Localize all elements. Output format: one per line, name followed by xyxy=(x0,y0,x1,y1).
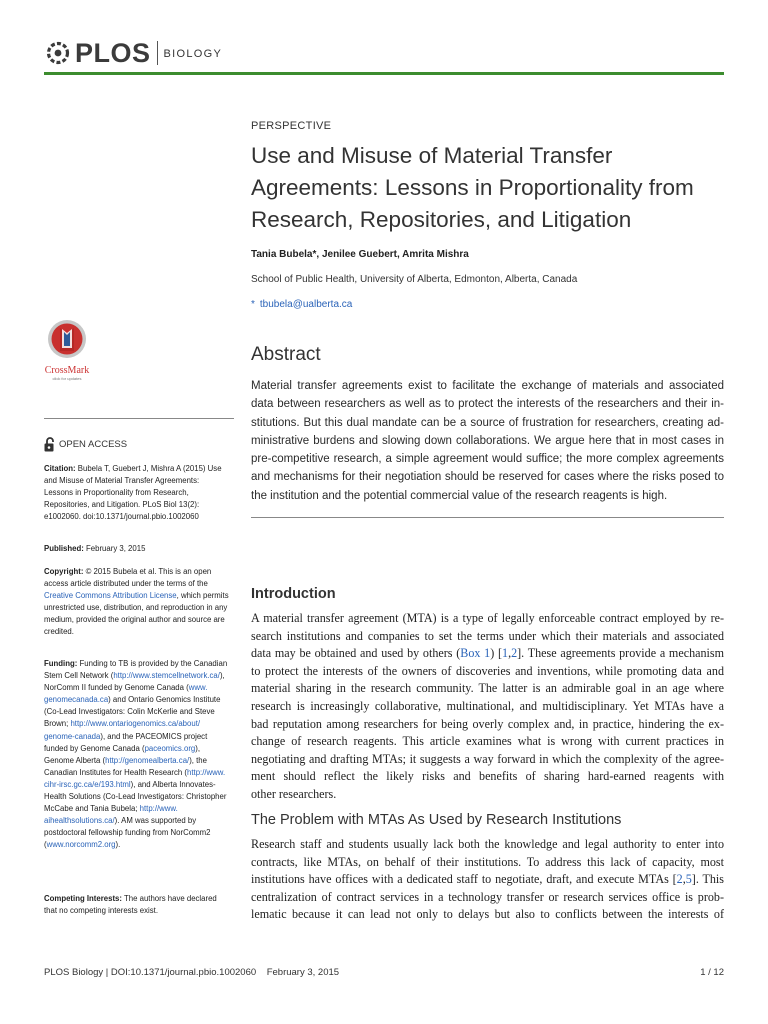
copyright-text: access article distributed under the terms of the xyxy=(44,579,208,589)
open-access-badge xyxy=(44,437,127,452)
citation-block xyxy=(44,463,236,523)
intro-text: , xyxy=(508,646,512,661)
crossmark-sublabel: click for updates xyxy=(52,376,82,381)
funding-text: Stem Cell Network ( xyxy=(44,671,114,681)
abstract-line: ministrative burdens and slowing down collaborations. We argue here that in most cases in xyxy=(251,434,724,447)
funding-text: ), and Alberta Innovates- xyxy=(130,779,216,789)
cihr-link[interactable]: http://www. xyxy=(187,767,226,777)
affiliation: School of Public Health, University of Alberta, Edmonton, Alberta, Canada xyxy=(251,274,578,285)
ref-1-link[interactable]: 1 xyxy=(502,646,509,661)
funding-text: NorComm II funded by Genome Canada ( xyxy=(44,683,189,693)
open-lock-icon xyxy=(44,437,56,452)
corresponding-email xyxy=(251,299,724,310)
copyright-block xyxy=(44,566,236,639)
intro-line: A material transfer agreement (MTA) is a type of legally enforceable contract employed by re- xyxy=(251,611,724,625)
funding-text: ), and the PACEOMICS project xyxy=(100,731,208,741)
published-date: February 3, 2015 xyxy=(83,544,146,553)
citation-label: Citation: xyxy=(44,464,76,473)
intro-line: search institutions and companies to set the terms under which their materials and associated xyxy=(251,628,724,643)
email-marker: * xyxy=(251,299,255,310)
problem-line xyxy=(251,871,724,889)
logo-divider xyxy=(157,41,158,65)
intro-line: bad reputation among researchers for being overly complex and, in practice, hindering the ex- xyxy=(251,716,724,731)
intro-line: other researchers. xyxy=(251,786,337,801)
funding-text: Funding to TB is provided by the Canadian xyxy=(77,659,228,668)
funding-text: ). AM was supported by xyxy=(114,816,197,826)
citation-text: Bubela T, Guebert J, Mishra A (2015) Use xyxy=(75,464,222,473)
aihealth-link[interactable]: http://www. xyxy=(139,804,178,814)
genomealberta-link[interactable]: http://genomealberta.ca/ xyxy=(105,755,190,765)
funding-text: ), xyxy=(219,671,225,681)
citation-text: Lessons in Proportionality from Research, xyxy=(44,488,189,498)
intro-line: ment should reflect the likely risks and benefits of sharing hard-earned reagents with xyxy=(251,769,724,784)
funding-block xyxy=(44,658,236,852)
problem-body xyxy=(251,836,724,924)
paceomics-link[interactable]: paceomics.org xyxy=(144,743,196,753)
abstract-divider xyxy=(251,517,724,518)
funding-text: ) and Ontario Genomics Institute xyxy=(108,695,221,705)
journal-name: BIOLOGY xyxy=(163,48,223,60)
published-label: Published: xyxy=(44,544,84,553)
competing-text: The authors have declared xyxy=(121,894,217,903)
title-line: Use and Misuse of Material Transfer xyxy=(251,143,613,168)
abstract-line: pre-competitive research, a simple agreement would suffice; the more complex agreements xyxy=(251,453,724,466)
title-line: Research, Repositories, and Litigation xyxy=(251,207,632,232)
funding-label: Funding: xyxy=(44,659,78,668)
ref-5-link[interactable]: 5 xyxy=(685,872,692,887)
published-block xyxy=(44,543,236,555)
ref-2-link[interactable]: 2 xyxy=(676,872,683,887)
citation-text: e1002060. doi:10.1371/journal.pbio.1002060 xyxy=(44,512,199,522)
intro-line: material sharing in the research community. The latter is an admirable goal in an age where xyxy=(251,681,724,696)
funding-text: funded by Genome Canada ( xyxy=(44,743,145,753)
cihr-link[interactable]: cihr-irsc.gc.ca/e/193.html xyxy=(44,779,131,789)
problem-line: centralization of contract services in a technology transfer or research services office is prob- xyxy=(251,889,724,904)
ontariogenomics-link[interactable]: genome-canada xyxy=(44,731,101,741)
abstract-body xyxy=(251,377,724,505)
copyright-text: , which permits xyxy=(176,591,229,601)
copyright-text: © 2015 Bubela et al. This is an open xyxy=(83,567,212,576)
plos-biology-logo[interactable] xyxy=(44,36,222,70)
title-line: Agreements: Lessons in Proportionality from xyxy=(251,175,694,200)
article-title xyxy=(251,140,724,236)
problem-text: , xyxy=(682,872,686,887)
competing-label: Competing Interests: xyxy=(44,894,122,903)
competing-interests-block xyxy=(44,893,236,917)
sidebar-divider xyxy=(44,418,234,419)
copyright-text: credited. xyxy=(44,627,74,637)
crossmark-icon xyxy=(46,318,88,364)
citation-text: Repositories, and Litigation. PLoS Biol 13(2): xyxy=(44,500,200,510)
intro-line: to protect the interests of the owners of discoveries and inventions, while promoting data and xyxy=(251,663,724,678)
section-label: PERSPECTIVE xyxy=(251,120,332,132)
intro-line xyxy=(251,645,724,663)
intro-text: ) [ xyxy=(490,646,503,661)
plos-logo-icon xyxy=(44,39,72,67)
intro-text: ]. These agreements provide a mechanism xyxy=(517,646,725,661)
funding-text: McCabe and Tania Bubela; xyxy=(44,804,140,814)
ontariogenomics-link[interactable]: http://www.ontariogenomics.ca/about/ xyxy=(70,719,201,729)
footer-citation: PLOS Biology | DOI:10.1371/journal.pbio.1002060 February 3, 2015 xyxy=(44,967,340,978)
copyright-label: Copyright: xyxy=(44,567,84,576)
email-link[interactable]: tbubela@ualberta.ca xyxy=(259,299,353,310)
aihealth-link[interactable]: aihealthsolutions.ca/ xyxy=(44,816,115,826)
problem-line: lematic because it can lead not only to delays but also to conflicts between the interests of xyxy=(251,907,724,922)
header-rule xyxy=(44,72,724,75)
stemcell-link[interactable]: http://www.stemcellnetwork.ca/ xyxy=(113,671,220,681)
page-number: 1 / 12 xyxy=(700,967,724,978)
citation-text: and Misuse of Material Transfer Agreements: xyxy=(44,476,200,486)
abstract-line: the institution and the potential commercial value of the research reagents is high. xyxy=(251,489,668,502)
funding-text: ). xyxy=(115,840,121,850)
crossmark-badge[interactable] xyxy=(44,318,90,381)
problem-heading: The Problem with MTAs As Used by Research Institutions xyxy=(251,812,622,828)
funding-text: Health Solutions (Co-Lead Investigators: Christopher xyxy=(44,792,227,802)
funding-text: Canadian Institutes for Health Research ( xyxy=(44,767,188,777)
introduction-heading: Introduction xyxy=(251,586,336,602)
introduction-body xyxy=(251,610,724,804)
intro-text: data may be obtained and used by others ( xyxy=(251,646,461,661)
copyright-text: unrestricted use, distribution, and reproduction in any xyxy=(44,603,228,613)
abstract-line: stitutions. But this dual mandate can be a source of frustration for researchers, creating ad- xyxy=(251,416,724,429)
abstract-line: data between researchers as well as to protect the interests of the researchers and their in- xyxy=(251,398,724,411)
author-list: Tania Bubela*, Jenilee Guebert, Amrita Mishra xyxy=(251,249,469,260)
norcomm2-link[interactable]: www.norcomm2.org xyxy=(46,840,116,850)
cc-license-link[interactable]: Creative Commons Attribution License xyxy=(44,591,177,601)
competing-text: that no competing interests exist. xyxy=(44,906,158,916)
problem-text: institutions have offices with a dedicated staff to negotiate, draft, and execute MTAs [ xyxy=(251,872,677,887)
genomecanada-link[interactable]: genomecanada.ca xyxy=(44,695,109,705)
intro-line: research is increasingly collaborative, multinational, and multidisciplinary. Yet MTAs have a xyxy=(251,698,724,713)
genomecanada-link[interactable]: www. xyxy=(188,683,208,693)
funding-text: (Co-Lead Investigators: Colin McKerlie and Steve xyxy=(44,707,215,717)
funding-text: ), the xyxy=(189,755,207,765)
funding-text: postdoctoral fellowship funding from NorComm2 xyxy=(44,828,211,838)
problem-text: ]. This xyxy=(691,872,724,887)
problem-line: contracts, like MTAs, on behalf of their institutions. To address this lack of capacity, most xyxy=(251,854,724,869)
copyright-text: medium, provided the original author and source are xyxy=(44,615,225,625)
open-access-label: OPEN ACCESS xyxy=(59,439,128,450)
ref-2-link[interactable]: 2 xyxy=(511,646,518,661)
abstract-heading: Abstract xyxy=(251,344,321,365)
funding-text: Brown; xyxy=(44,719,71,729)
logo-text: PLOS xyxy=(75,37,151,68)
abstract-line: Material transfer agreements exist to facilitate the exchange of materials and associated xyxy=(251,380,724,392)
intro-line: negotiating and drafting MTAs; it suggests a way forward in which the complexity of the agree- xyxy=(251,751,724,766)
abstract-line: and mechanisms for their negotiation should be reserved for cases where the risks posed to xyxy=(251,471,724,484)
funding-text: ( xyxy=(44,840,47,850)
crossmark-label: CrossMark xyxy=(44,365,90,376)
box-1-link[interactable]: Box 1 xyxy=(460,646,491,661)
problem-line: Research staff and students usually lack both the knowledge and legal authority to enter into xyxy=(251,837,724,851)
intro-line: change of research reagents. This article examines what is wrong with current practices in xyxy=(251,734,724,749)
funding-text: Genome Alberta ( xyxy=(44,755,106,765)
funding-text: ), xyxy=(195,743,201,753)
